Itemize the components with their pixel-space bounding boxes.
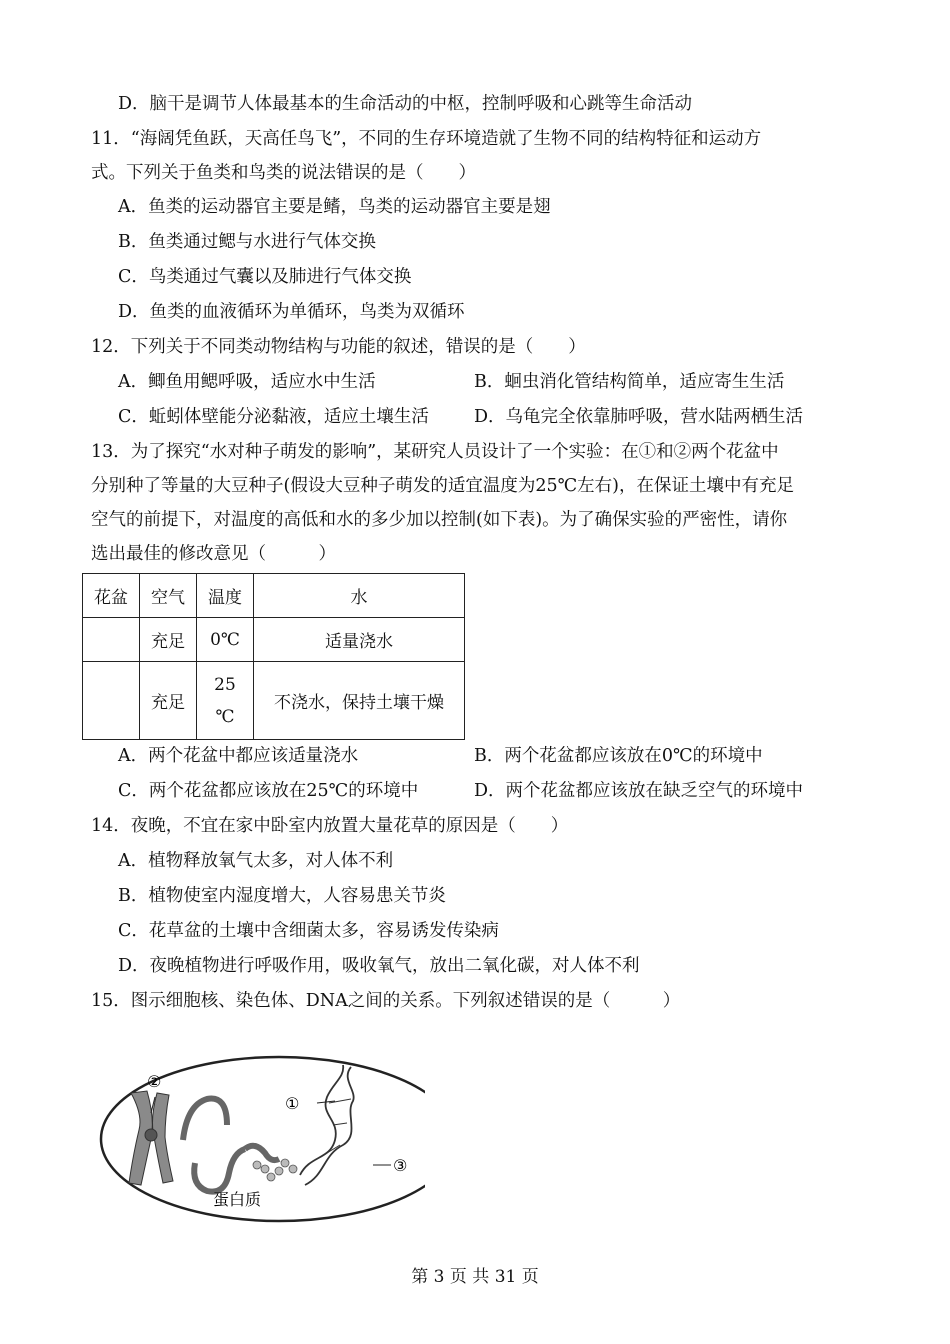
q13-stem-line1: 13．为了探究“水对种子萌发的影响”，某研究人员设计了一个实验：在①和②两个花盆中 xyxy=(91,442,779,462)
q14-option-d: D．夜晚植物进行呼吸作用，吸收氧气，放出二氧化碳，对人体不利 xyxy=(118,956,640,976)
q14-option-a: A．植物释放氧气太多，对人体不利 xyxy=(118,851,394,871)
q13-option-d: D．两个花盆都应该放在缺乏空气的环境中 xyxy=(474,781,804,801)
q11-option-a: A．鱼类的运动器官主要是鳍，鸟类的运动器官主要是翅 xyxy=(118,197,551,217)
q14-stem: 14．夜晚，不宜在家中卧室内放置大量花草的原因是（ ） xyxy=(91,816,569,836)
dna-helix xyxy=(300,1065,354,1185)
q11-option-c: C．鸟类通过气囊以及肺进行气体交换 xyxy=(118,267,412,287)
chromosome-shape xyxy=(129,1091,173,1185)
table-cell xyxy=(83,618,140,662)
q12-option-b: B．蛔虫消化管结构简单，适应寄生生活 xyxy=(474,372,785,392)
figure-label-1: ① xyxy=(285,1094,300,1113)
q11-option-d: D．鱼类的血液循环为单循环，鸟类为双循环 xyxy=(118,302,465,322)
q12-option-a: A．鲫鱼用鳃呼吸，适应水中生活 xyxy=(118,372,376,392)
q11-stem-line1: 11．“海阔凭鱼跃，天高任鸟飞”，不同的生存环境造就了生物不同的结构特征和运动方 xyxy=(91,129,762,149)
q11-stem-line2: 式。下列关于鱼类和鸟类的说法错误的是（ ） xyxy=(91,163,476,183)
figure-label-3: ③ xyxy=(393,1156,408,1175)
q14-option-b: B．植物使室内湿度增大，人容易患关节炎 xyxy=(118,886,446,906)
table-cell: 适量浇水 xyxy=(254,618,465,662)
cell-nucleus-figure xyxy=(95,1045,425,1225)
table-header-temp: 温度 xyxy=(197,574,254,618)
q13-stem-line4: 选出最佳的修改意见（ ） xyxy=(91,544,336,564)
q15-stem: 15．图示细胞核、染色体、DNA之间的关系。下列叙述错误的是（ ） xyxy=(91,991,681,1011)
q13-stem-line3: 空气的前提下，对温度的高低和水的多少加以控制(如下表)。为了确保实验的严密性，请你 xyxy=(91,510,788,530)
table-header-pot: 花盆 xyxy=(83,574,140,618)
q12-option-d: D．乌龟完全依靠肺呼吸，营水陆两栖生活 xyxy=(474,407,804,427)
figure-label-protein: 蛋白质 xyxy=(213,1190,262,1209)
table-row xyxy=(83,618,465,662)
table-cell: 充足 xyxy=(140,662,197,740)
q13-option-a: A．两个花盆中都应该适量浇水 xyxy=(118,746,359,766)
q13-stem-line2: 分别种了等量的大豆种子(假设大豆种子萌发的适宜温度为25℃左右)，在保证土壤中有充足 xyxy=(91,476,794,496)
q10-option-d: D．脑干是调节人体最基本的生命活动的中枢，控制呼吸和心跳等生命活动 xyxy=(118,94,693,114)
coiled-chromatin xyxy=(183,1099,279,1192)
table-cell: 充足 xyxy=(140,618,197,662)
q11-option-b: B．鱼类通过鳃与水进行气体交换 xyxy=(118,232,376,252)
table-header-air: 空气 xyxy=(140,574,197,618)
figure-label-2: ② xyxy=(147,1072,162,1091)
q12-option-c: C．蚯蚓体壁能分泌黏液，适应土壤生活 xyxy=(118,407,429,427)
q13-option-b: B．两个花盆都应该放在0℃的环境中 xyxy=(474,746,763,766)
table-cell: 不浇水，保持土壤干燥 xyxy=(254,662,465,740)
table-cell xyxy=(83,662,140,740)
q14-option-c: C．花草盆的土壤中含细菌太多，容易诱发传染病 xyxy=(118,921,499,941)
table-row xyxy=(83,662,465,740)
table-header-water: 水 xyxy=(254,574,465,618)
q13-option-c: C．两个花盆都应该放在25℃的环境中 xyxy=(118,781,419,801)
page-footer: 第 3 页 共 31 页 xyxy=(411,1267,539,1287)
experiment-table xyxy=(82,573,465,740)
table-cell: 25 ℃ xyxy=(197,662,254,740)
table-cell: 0℃ xyxy=(197,618,254,662)
q12-stem: 12．下列关于不同类动物结构与功能的叙述，错误的是（ ） xyxy=(91,337,586,357)
